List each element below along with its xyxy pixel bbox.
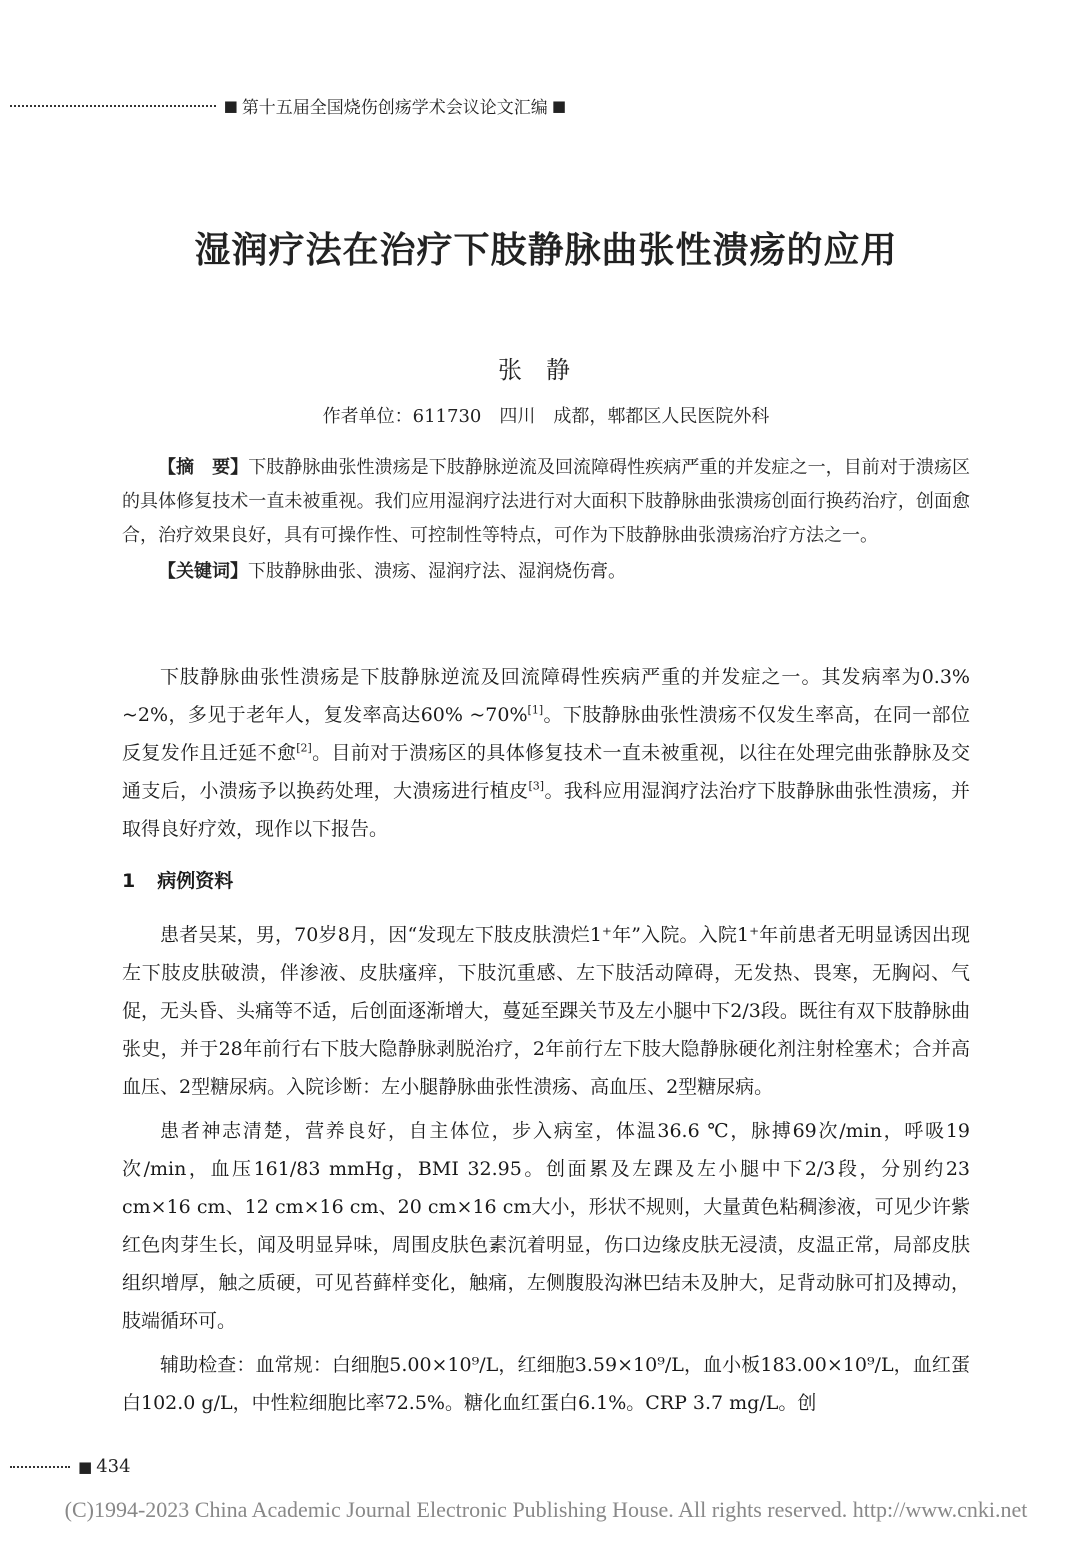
header-square-left-icon: ■ — [223, 96, 238, 115]
copyright-watermark: (C)1994-2023 China Academic Journal Electronic Publishing House. All rights reserved. http://www.cnki.net — [64, 1497, 1028, 1522]
case-paragraph-2: 患者神志清楚，营养良好，自主体位，步入病室，体温36.6 ℃，脉搏69次/min，呼吸19次/min，血压161/83 mmHg，BMI 32.95。创面累及左踝及左小腿中下2/3段，分别约23 cm×16 cm、12 cm×16 cm、20 cm×16 cm大小，形状不规则，大量黄色粘稠渗液，可见少许紫红色肉芽生长，闻及明显异味，周围皮肤色素沉着明显，伤口边缘皮肤无浸渍，皮温正常，局部皮肤组织增厚，触之质硬，可见苔藓样变化，触痛，左侧腹股沟淋巴结未及肿大，足背动脉可扪及搏动，肢端循环可。 — [122, 1120, 970, 1332]
intro-text-d: 。我科应用湿润疗法治疗下肢静脉曲张性溃疡，并取得良好疗效，现作以下报告。 — [122, 780, 970, 840]
page-number: 434 — [96, 1456, 131, 1477]
author-affiliation: 作者单位：611730 四川 成都，郫都区人民医院外科 — [322, 406, 770, 427]
header-square-right-icon: ■ — [551, 96, 566, 115]
running-title: 第十五届全国烧伤创疡学术会议论文汇编 — [241, 98, 548, 118]
abstract-label: 【摘 要】 — [158, 457, 249, 478]
intro-text-b: 。下肢静脉曲张性溃疡不仅发生率高，在同一部位反复发作且迁延不愈 — [122, 704, 970, 764]
keywords-paragraph — [122, 555, 970, 589]
footer-dotted-rule — [10, 1466, 70, 1468]
article-body — [122, 658, 970, 1422]
author-name: 张静 — [498, 356, 594, 384]
section-heading — [122, 862, 970, 900]
footer-square-icon: ■ — [78, 1457, 93, 1476]
citation-2: [2] — [296, 741, 312, 755]
citation-1: [1] — [527, 703, 544, 717]
section-number: 1 — [122, 870, 136, 892]
keywords-text: 下肢静脉曲张、溃疡、湿润疗法、湿润烧伤膏。 — [248, 561, 626, 582]
page-footer — [10, 1456, 131, 1477]
keywords-label: 【关键词】 — [158, 561, 248, 582]
intro-text-a: 下肢静脉曲张性溃疡是下肢静脉逆流及回流障碍性疾病严重的并发症之一。其发病率为0.3% ~2%，多见于老年人，复发率高达60% ~70% — [122, 666, 970, 726]
header-dotted-rule — [10, 105, 216, 107]
intro-paragraph — [122, 658, 970, 848]
section-title: 病例资料 — [157, 870, 234, 892]
citation-3: [3] — [528, 779, 545, 793]
abstract-text: 下肢静脉曲张性溃疡是下肢静脉逆流及回流障碍性疾病严重的并发症之一，目前对于溃疡区的具体修复技术一直未被重视。我们应用湿润疗法进行对大面积下肢静脉曲张溃疡创面行换药治疗，创面愈合，治疗效果良好，具有可操作性、可控制性等特点，可作为下肢静脉曲张溃疡治疗方法之一。 — [122, 457, 971, 546]
abstract-paragraph — [122, 451, 970, 553]
article-title: 湿润疗法在治疗下肢静脉曲张性溃疡的应用 — [194, 230, 898, 271]
abstract-block — [122, 451, 970, 589]
intro-text-c: 。目前对于溃疡区的具体修复技术一直未被重视，以往在处理完曲张静脉及交通支后，小溃疡予以换药处理，大溃疡进行植皮 — [122, 742, 970, 802]
running-header — [10, 93, 570, 118]
case-paragraph-3: 辅助检查：血常规：白细胞5.00×10⁹/L，红细胞3.59×10⁹/L，血小板183.00×10⁹/L，血红蛋白102.0 g/L，中性粒细胞比率72.5%。糖化血红蛋白6.1%。CRP 3.7 mg/L。创 — [122, 1354, 970, 1414]
case-paragraph-1: 患者吴某，男，70岁8月，因“发现左下肢皮肤溃烂1⁺年”入院。入院1⁺年前患者无明显诱因出现左下肢皮肤破溃，伴渗液、皮肤瘙痒，下肢沉重感、左下肢活动障碍，无发热、畏寒，无胸闷、气促，无头昏、头痛等不适，后创面逐渐增大，蔓延至踝关节及左小腿中下2/3段。既往有双下肢静脉曲张史，并于28年前行右下肢大隐静脉剥脱治疗，2年前行左下肢大隐静脉硬化剂注射栓塞术；合并高血压、2型糖尿病。入院诊断：左小腿静脉曲张性溃疡、高血压、2型糖尿病。 — [122, 924, 970, 1098]
